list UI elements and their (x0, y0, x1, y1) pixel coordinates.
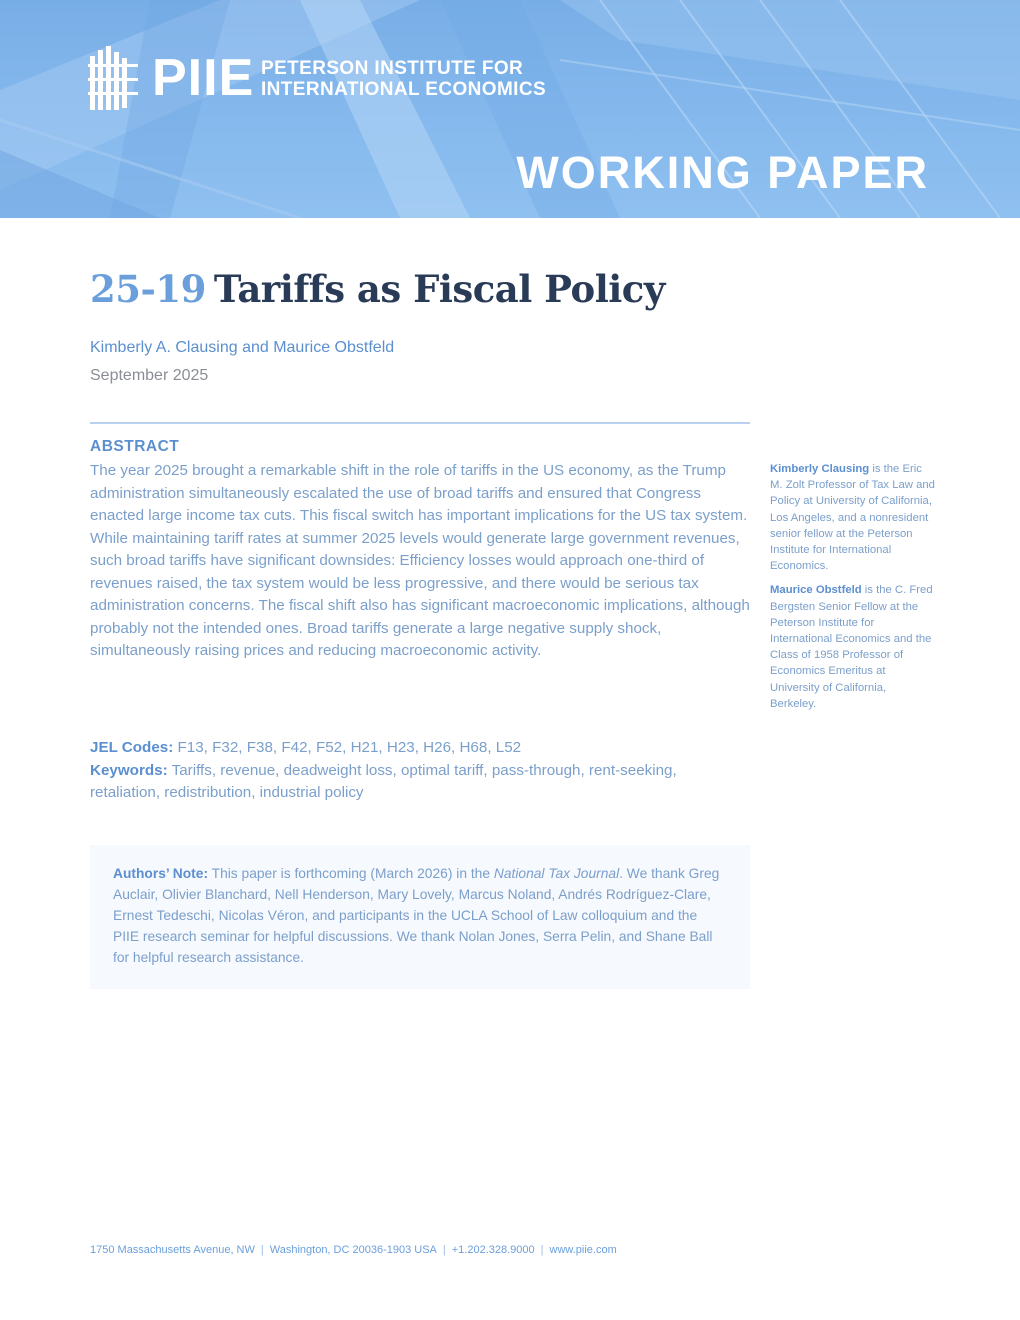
abstract-text: The year 2025 brought a remarkable shift in the role of tariffs in the US economy, as the Trump administration simultaneously escalated the use of broad tariffs and ensured that Congress enacted large income tax cuts. This fiscal switch has important implications for the US tax system. While maintaining tariff rates at summer 2025 levels would generate large government revenues, such broad tariffs have significant downsides: Efficiency losses would approach one-third of revenues raised, the tax system would be less progressive, and there would be serious tax administration concerns. The fiscal shift also has significant macroeconomic implications, although probably not the intended ones. Broad tariffs generate a large negative supply shock, simultaneously raising prices and reducing macroeconomic activity. (90, 462, 750, 659)
series-label: WORKING PAPER (516, 147, 929, 198)
authors-note-label: Authors’ Note: (113, 866, 209, 881)
header-banner (0, 0, 1020, 218)
paper-authors: Kimberly A. Clausing and Maurice Obstfeld (90, 339, 395, 356)
jel-values: F13, F32, F38, F42, F52, H21, H23, H26, H68, L52 (177, 739, 522, 756)
footer-address: 1750 Massachusetts Avenue, NW (90, 1244, 255, 1256)
authors-note (90, 845, 750, 989)
authors-note-text-before: This paper is forthcoming (March 2026) in the (211, 866, 491, 881)
keywords (90, 760, 750, 805)
footer-separator: | (540, 1244, 544, 1256)
bio-text: is the Eric M. Zolt Professor of Tax Law and Policy at University of California, Los Angeles, and a nonresident senior fellow at the Peterson Institute for International Economics. (770, 463, 935, 573)
paper-title-text: Tariffs as Fiscal Policy (213, 267, 665, 311)
bio-author-name: Kimberly Clausing (770, 463, 870, 475)
author-bios (770, 461, 935, 720)
footer-website-link[interactable]: www.piie.com (549, 1244, 617, 1256)
paper-number: 25-19 (90, 267, 206, 311)
keywords-label: Keywords: (90, 761, 168, 779)
footer-separator: | (260, 1244, 264, 1256)
piie-logo-icon (88, 46, 140, 112)
keywords-values: Tariffs, revenue, deadweight loss, optimal tariff, pass-through, rent-seeking, retaliation, redistribution, industrial policy (90, 761, 677, 801)
footer-contact (90, 1243, 617, 1257)
authors-note-text-after: . We thank Greg Auclair, Olivier Blanchard, Nell Henderson, Mary Lovely, Marcus Noland, Andrés Rodríguez-Clare, Ernest Tedeschi, Nicolas Véron, and participants in the UCLA School of Law colloquium and the PIIE research seminar for helpful discussions. We thank Nolan Jones, Serra Pelin, and Shane Ball for helpful research assistance. (113, 866, 720, 965)
divider (90, 422, 750, 424)
abstract-heading: ABSTRACT (90, 438, 180, 455)
org-name-line1: PETERSON INSTITUTE FOR (261, 58, 524, 79)
bio-text: is the C. Fred Bergsten Senior Fellow at the Peterson Institute for International Economics and the Class of 1958 Professor of Economics Emeritus at University of California, Berkeley. (770, 584, 933, 710)
paper-title (90, 266, 665, 312)
jel-codes (90, 737, 750, 760)
bio-author-name: Maurice Obstfeld (770, 584, 862, 597)
journal-name: National Tax Journal (493, 866, 620, 881)
paper-date: September 2025 (90, 367, 209, 384)
footer-phone: +1.202.328.9000 (451, 1244, 535, 1256)
org-name-line2: INTERNATIONAL ECONOMICS (261, 79, 547, 100)
paper-metadata (90, 737, 750, 805)
author-bio (770, 461, 935, 574)
footer-separator: | (442, 1244, 446, 1256)
organization-name (261, 58, 546, 100)
author-bio (770, 582, 935, 712)
footer-city: Washington, DC 20036-1903 USA (269, 1244, 437, 1256)
jel-label: JEL Codes: (90, 739, 174, 756)
logo-wordmark: PIIE (152, 49, 255, 107)
